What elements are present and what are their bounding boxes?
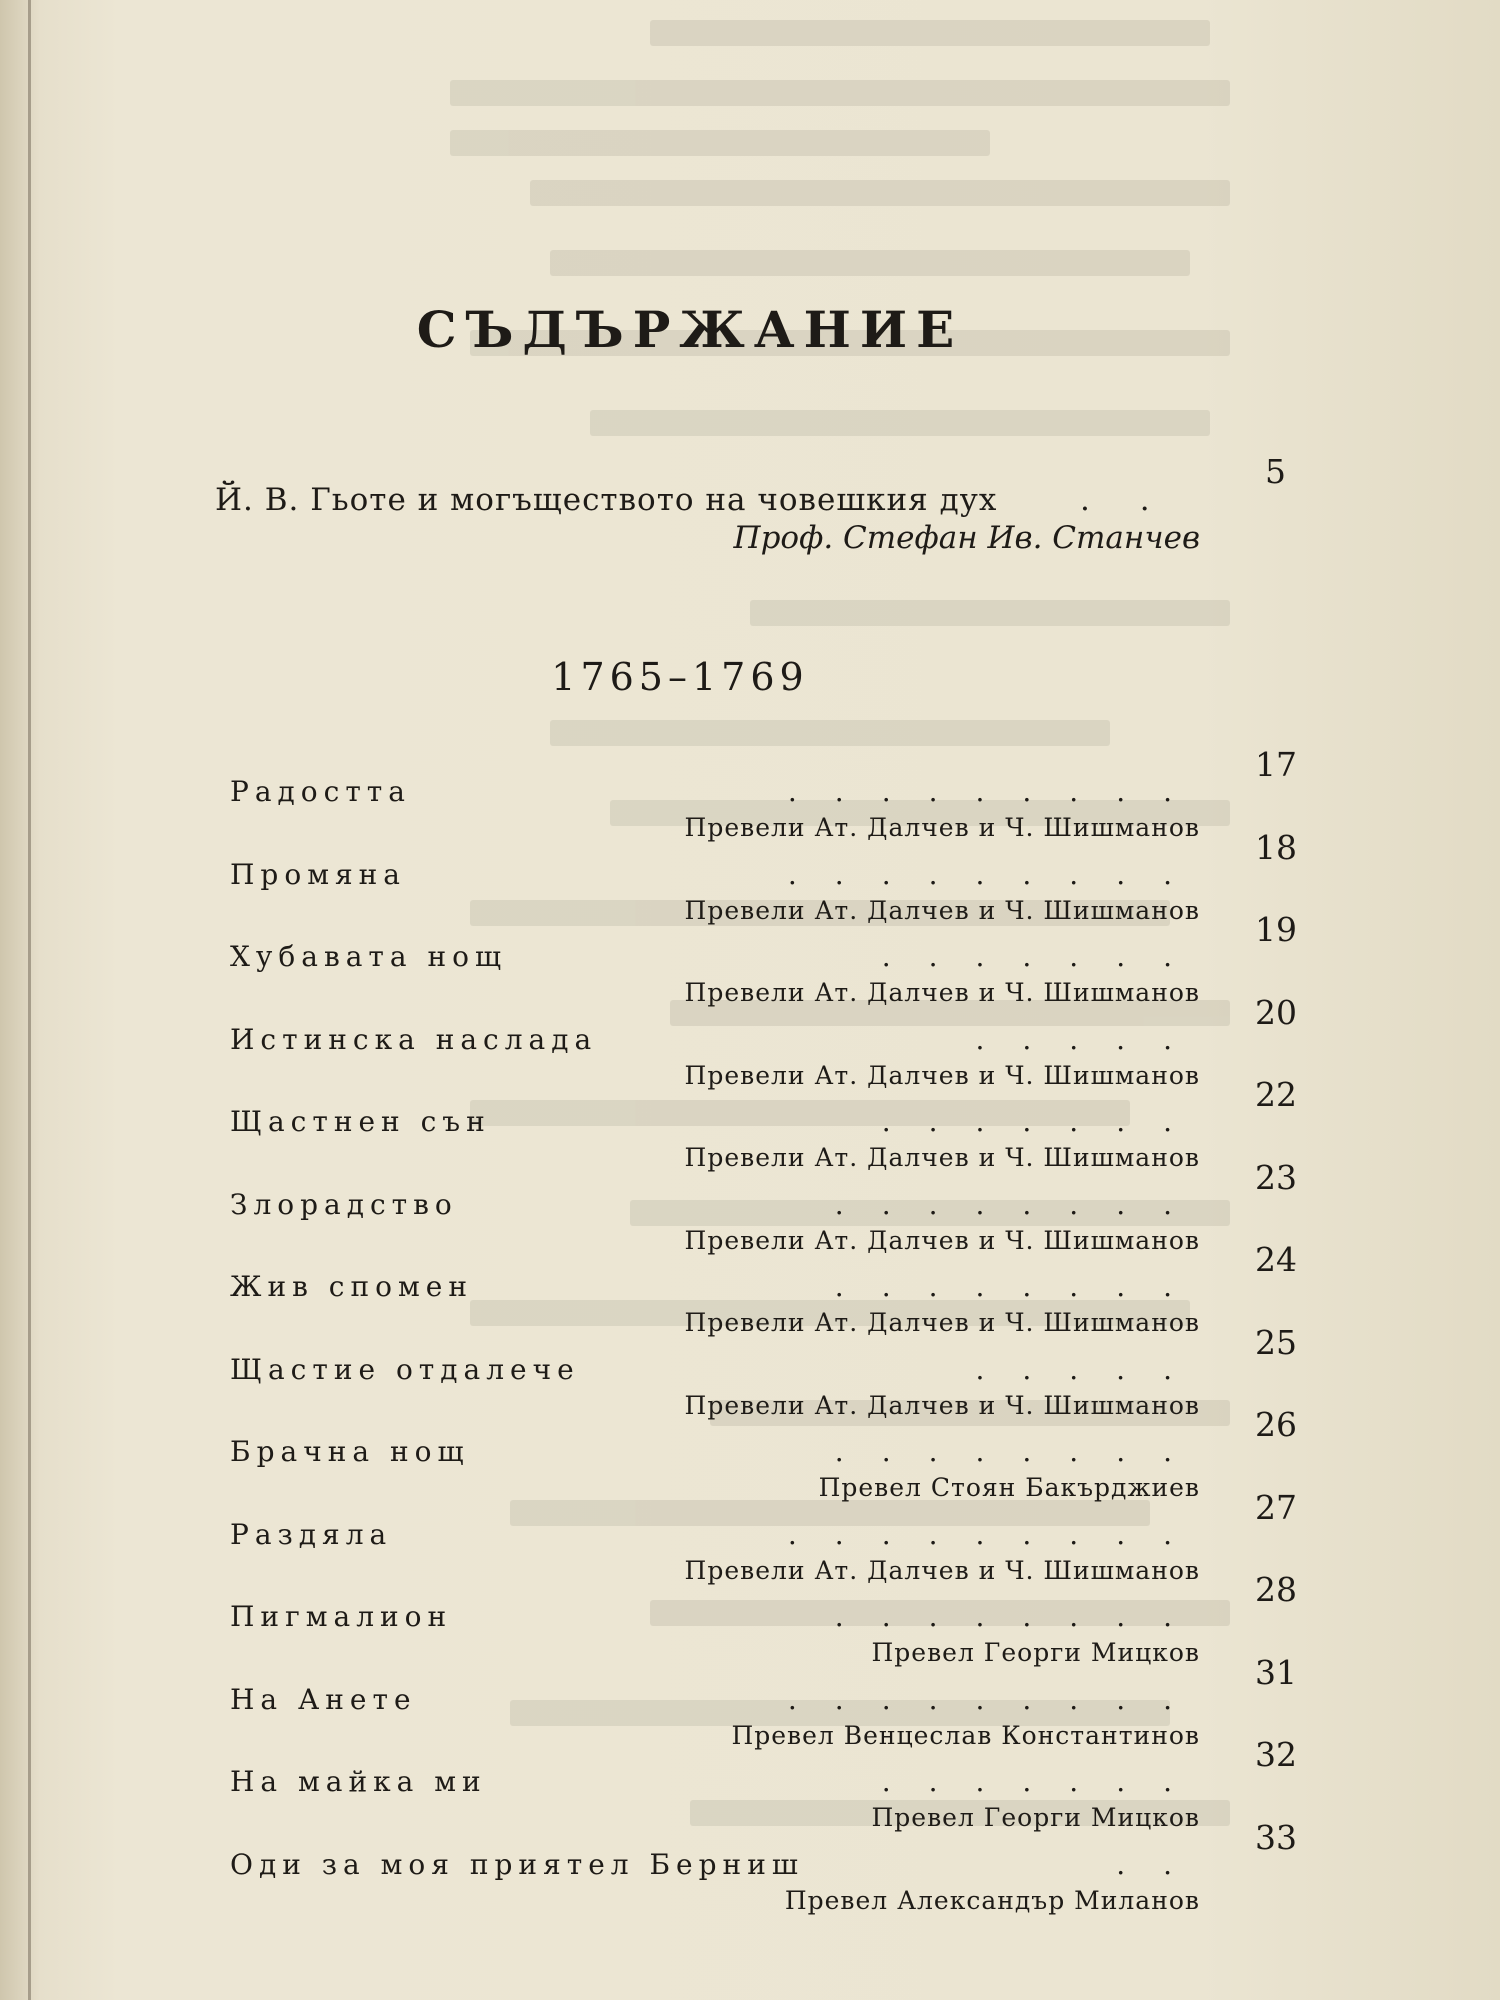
entry-page-number: 28: [1255, 1570, 1297, 1609]
entry-page-number: 33: [1255, 1817, 1297, 1857]
entry-page-number: 27: [1255, 1487, 1297, 1527]
entry-leader-dots: .....: [975, 1022, 1210, 1056]
entry-page-number: 26: [1255, 1405, 1297, 1444]
entry-translator: Превел Стоян Бакърджиев: [818, 1473, 1200, 1502]
entry-leader-dots: ........: [834, 1600, 1210, 1633]
entry-translator: Превел Георги Мицков: [871, 1803, 1200, 1832]
entry-translator: Превели Ат. Далчев и Ч. Шишманов: [684, 1308, 1200, 1337]
entry-title: Радостта: [230, 775, 411, 808]
entry-title: Щастие отдалече: [230, 1352, 580, 1386]
entry-translator: Превели Ат. Далчев и Ч. Шишманов: [684, 1390, 1200, 1420]
entry-leader-dots: .....: [975, 1352, 1210, 1386]
entry-page-number: 24: [1255, 1240, 1297, 1279]
entry-page-number: 18: [1255, 827, 1297, 867]
entry-leader-dots: ........: [834, 1187, 1210, 1221]
entry-translator: Превел Венцеслав Константинов: [731, 1720, 1200, 1750]
entry-title: Промяна: [230, 857, 406, 891]
intro-author: Проф. Стефан Ив. Станчев: [733, 520, 1200, 556]
entry-leader-dots: .........: [787, 1517, 1210, 1551]
entry-translator: Превели Ат. Далчев и Ч. Шишманов: [684, 978, 1200, 1007]
entry-translator: Превели Ат. Далчев и Ч. Шишманов: [684, 813, 1200, 842]
entry-page-number: 32: [1255, 1735, 1297, 1774]
entry-page-number: 17: [1255, 745, 1297, 784]
entry-translator: Превели Ат. Далчев и Ч. Шишманов: [684, 1143, 1200, 1172]
entry-leader-dots: ..: [1116, 1847, 1210, 1881]
entry-leader-dots: ........: [834, 1270, 1210, 1303]
entry-leader-dots: .......: [881, 1105, 1210, 1138]
entry-leader-dots: .........: [787, 857, 1210, 891]
entry-leader-dots: .......: [881, 940, 1210, 973]
entry-title: На Анете: [230, 1682, 417, 1716]
entry-translator: Превели Ат. Далчев и Ч. Шишманов: [684, 1225, 1200, 1255]
page-title: СЪДЪРЖАНИЕ: [416, 300, 964, 359]
entry-title: Хубавата нощ: [230, 940, 508, 973]
entry-page-number: 23: [1255, 1157, 1297, 1197]
entry-leader-dots: .......: [881, 1765, 1210, 1798]
entry-leader-dots: .........: [787, 775, 1210, 808]
intro-entry-title: Й. В. Гьоте и могъществото на човешкия дух: [215, 482, 998, 518]
entry-leader-dots: ........: [834, 1435, 1210, 1468]
entry-title: Истинска наслада: [230, 1022, 598, 1056]
entry-page-number: 25: [1255, 1322, 1297, 1362]
entry-page-number: 22: [1255, 1075, 1297, 1114]
intro-page-number: 5: [1265, 452, 1286, 491]
entry-title: Оди за моя приятел Берниш: [230, 1847, 804, 1881]
entry-title: Злорадство: [230, 1187, 458, 1221]
entry-page-number: 19: [1255, 910, 1297, 949]
entry-translator: Превел Александър Миланов: [784, 1885, 1200, 1915]
entry-title: Щастнен сън: [230, 1105, 491, 1138]
entry-title: Брачна нощ: [230, 1435, 470, 1468]
entry-title: Жив спомен: [230, 1270, 473, 1303]
entry-page-number: 20: [1255, 992, 1297, 1032]
entry-title: На майка ми: [230, 1765, 487, 1798]
entry-title: Пигмалион: [230, 1600, 453, 1633]
entry-translator: Превели Ат. Далчев и Ч. Шишманов: [684, 1555, 1200, 1585]
entry-leader-dots: .........: [787, 1682, 1210, 1716]
entry-translator: Превели Ат. Далчев и Ч. Шишманов: [684, 1060, 1200, 1090]
entry-page-number: 31: [1255, 1652, 1297, 1692]
entry-translator: Превел Георги Мицков: [871, 1638, 1200, 1667]
section-heading: 1765–1769: [551, 655, 809, 699]
entry-title: Раздяла: [230, 1517, 393, 1551]
intro-leader-dots: . .: [1080, 482, 1170, 518]
entry-translator: Превели Ат. Далчев и Ч. Шишманов: [684, 895, 1200, 925]
